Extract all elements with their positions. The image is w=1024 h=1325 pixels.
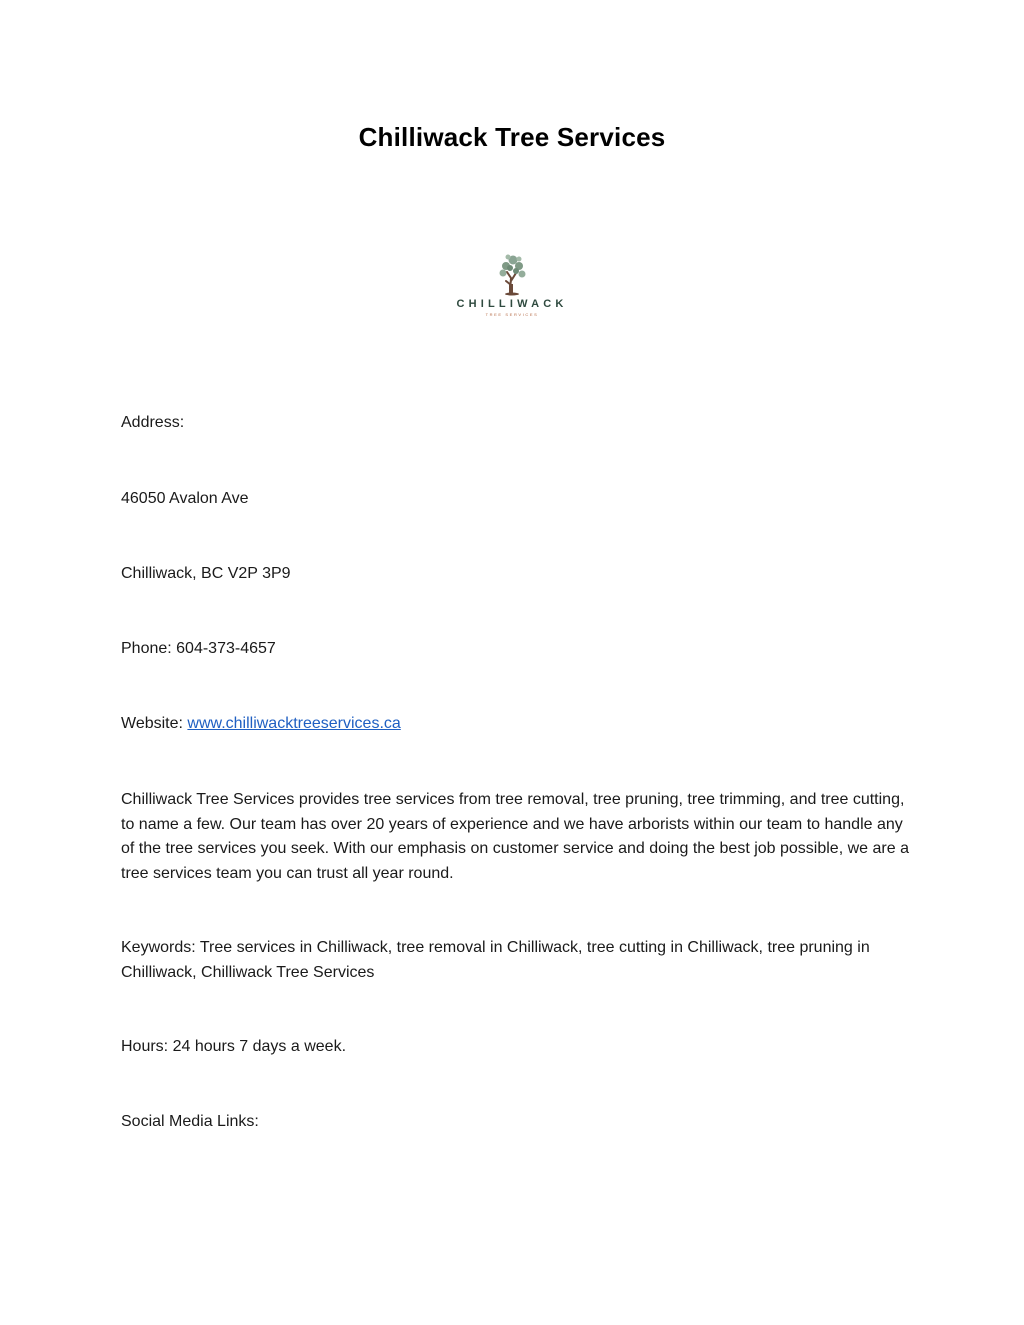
keywords-paragraph: Keywords: Tree services in Chilliwack, tree removal in Chilliwack, tree cutting in Chilliwack, tree pruning in Chilliwack, Chilliwack Tree Services — [121, 939, 870, 981]
website-line — [121, 712, 401, 736]
logo-tagline: TREE SERVICES — [485, 312, 539, 317]
address-street: 46050 Avalon Ave — [121, 490, 249, 507]
website-link[interactable]: www.chilliwacktreeservices.ca — [187, 715, 401, 732]
page-title: Chilliwack Tree Services — [358, 122, 666, 152]
tree-icon — [500, 255, 526, 296]
address-city: Chilliwack, BC V2P 3P9 — [121, 565, 291, 582]
description-paragraph: Chilliwack Tree Services provides tree services from tree removal, tree pruning, tree trimming, and tree cutting, to name a few. Our team has over 20 years of experience and we have arborists within our team to handle any of the tree services you seek. With our emphasis on customer service and doing the best job possible, we are a tree services team you can trust all year round. — [121, 791, 909, 882]
social-media-label: Social Media Links: — [121, 1113, 259, 1130]
company-logo — [436, 248, 588, 324]
address-label: Address: — [121, 414, 185, 431]
hours-line: Hours: 24 hours 7 days a week. — [121, 1038, 347, 1055]
website-label: Website: — [121, 715, 188, 732]
logo-wordmark: CHILLIWACK — [456, 298, 568, 310]
phone-line: Phone: 604-373-4657 — [121, 640, 276, 657]
